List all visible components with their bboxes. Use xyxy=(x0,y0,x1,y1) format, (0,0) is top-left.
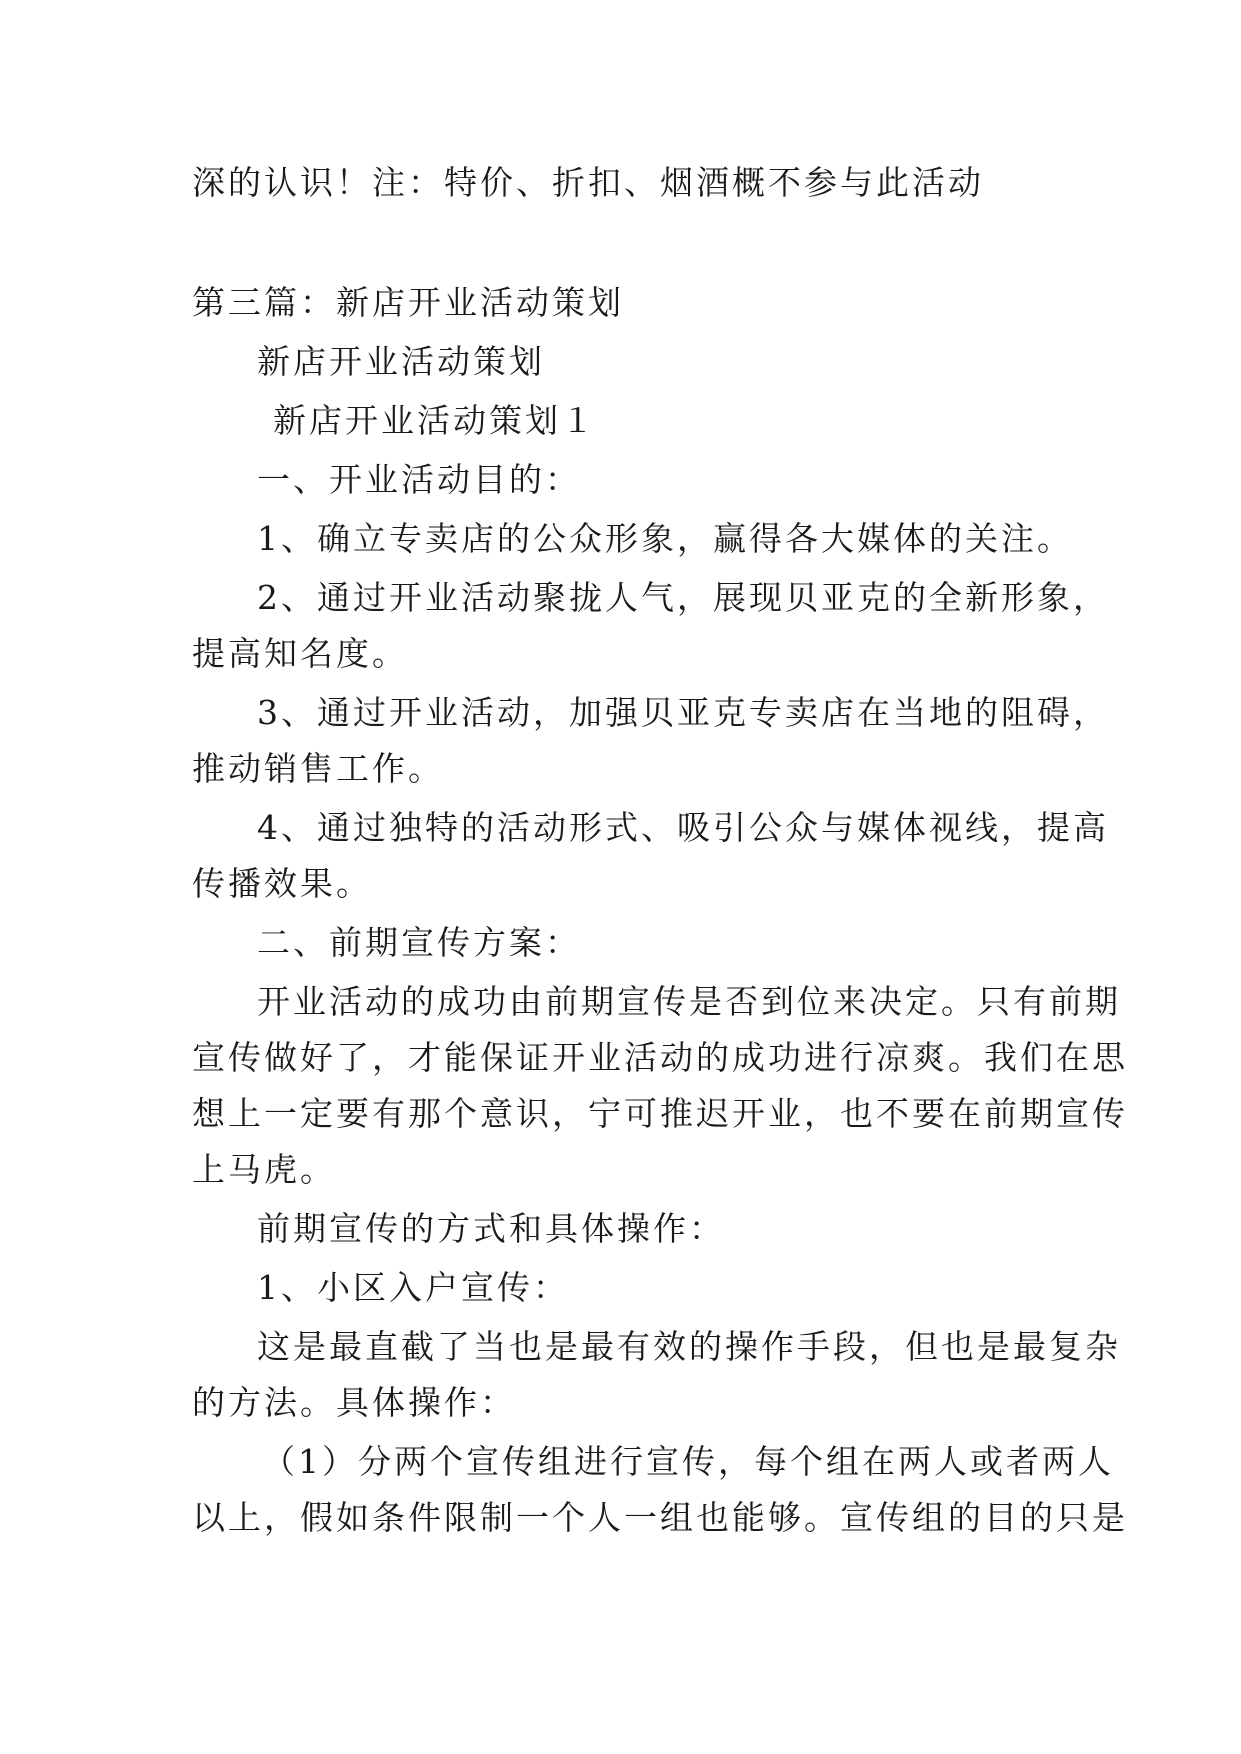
text-line: （1）分两个宣传组进行宣传，每个组在两人或者两人 xyxy=(262,1442,1114,1481)
text-line: 提高知名度。 xyxy=(192,634,408,673)
section-title: 第三篇：新店开业活动策划 xyxy=(192,283,624,322)
text-line: 的方法。具体操作： xyxy=(192,1383,516,1422)
text-line: 这是最直截了当也是最有效的操作手段，但也是最复杂 xyxy=(257,1327,1121,1366)
text-line: 2、通过开业活动聚拢人气，展现贝亚克的全新形象， xyxy=(257,578,1109,617)
text-line: 宣传做好了，才能保证开业活动的成功进行凉爽。我们在思 xyxy=(192,1038,1128,1077)
document-title: 新店开业活动策划 xyxy=(257,342,545,381)
text-line: 上马虎。 xyxy=(192,1150,336,1189)
text-line: 以上，假如条件限制一个人一组也能够。宣传组的目的只是 xyxy=(192,1498,1128,1537)
text-line: 4、通过独特的活动形式、吸引公众与媒体视线，提高 xyxy=(257,808,1109,847)
text-line: 前期宣传的方式和具体操作： xyxy=(257,1209,725,1248)
text-line: 1、确立专卖店的公众形象，赢得各大媒体的关注。 xyxy=(257,519,1073,558)
heading: 一、开业活动目的： xyxy=(257,460,581,499)
text-line: 传播效果。 xyxy=(192,864,372,903)
text-line: 推动销售工作。 xyxy=(192,749,444,788)
document-subtitle: 新店开业活动策划１ xyxy=(273,401,597,440)
heading: 二、前期宣传方案： xyxy=(257,923,581,962)
text-line: 1、小区入户宣传： xyxy=(257,1268,569,1307)
text-line: 深的认识！注：特价、折扣、烟酒概不参与此活动 xyxy=(192,163,984,202)
text-line: 3、通过开业活动，加强贝亚克专卖店在当地的阻碍， xyxy=(257,693,1109,732)
text-line: 开业活动的成功由前期宣传是否到位来决定。只有前期 xyxy=(257,982,1121,1021)
text-line: 想上一定要有那个意识，宁可推迟开业，也不要在前期宣传 xyxy=(192,1094,1128,1133)
